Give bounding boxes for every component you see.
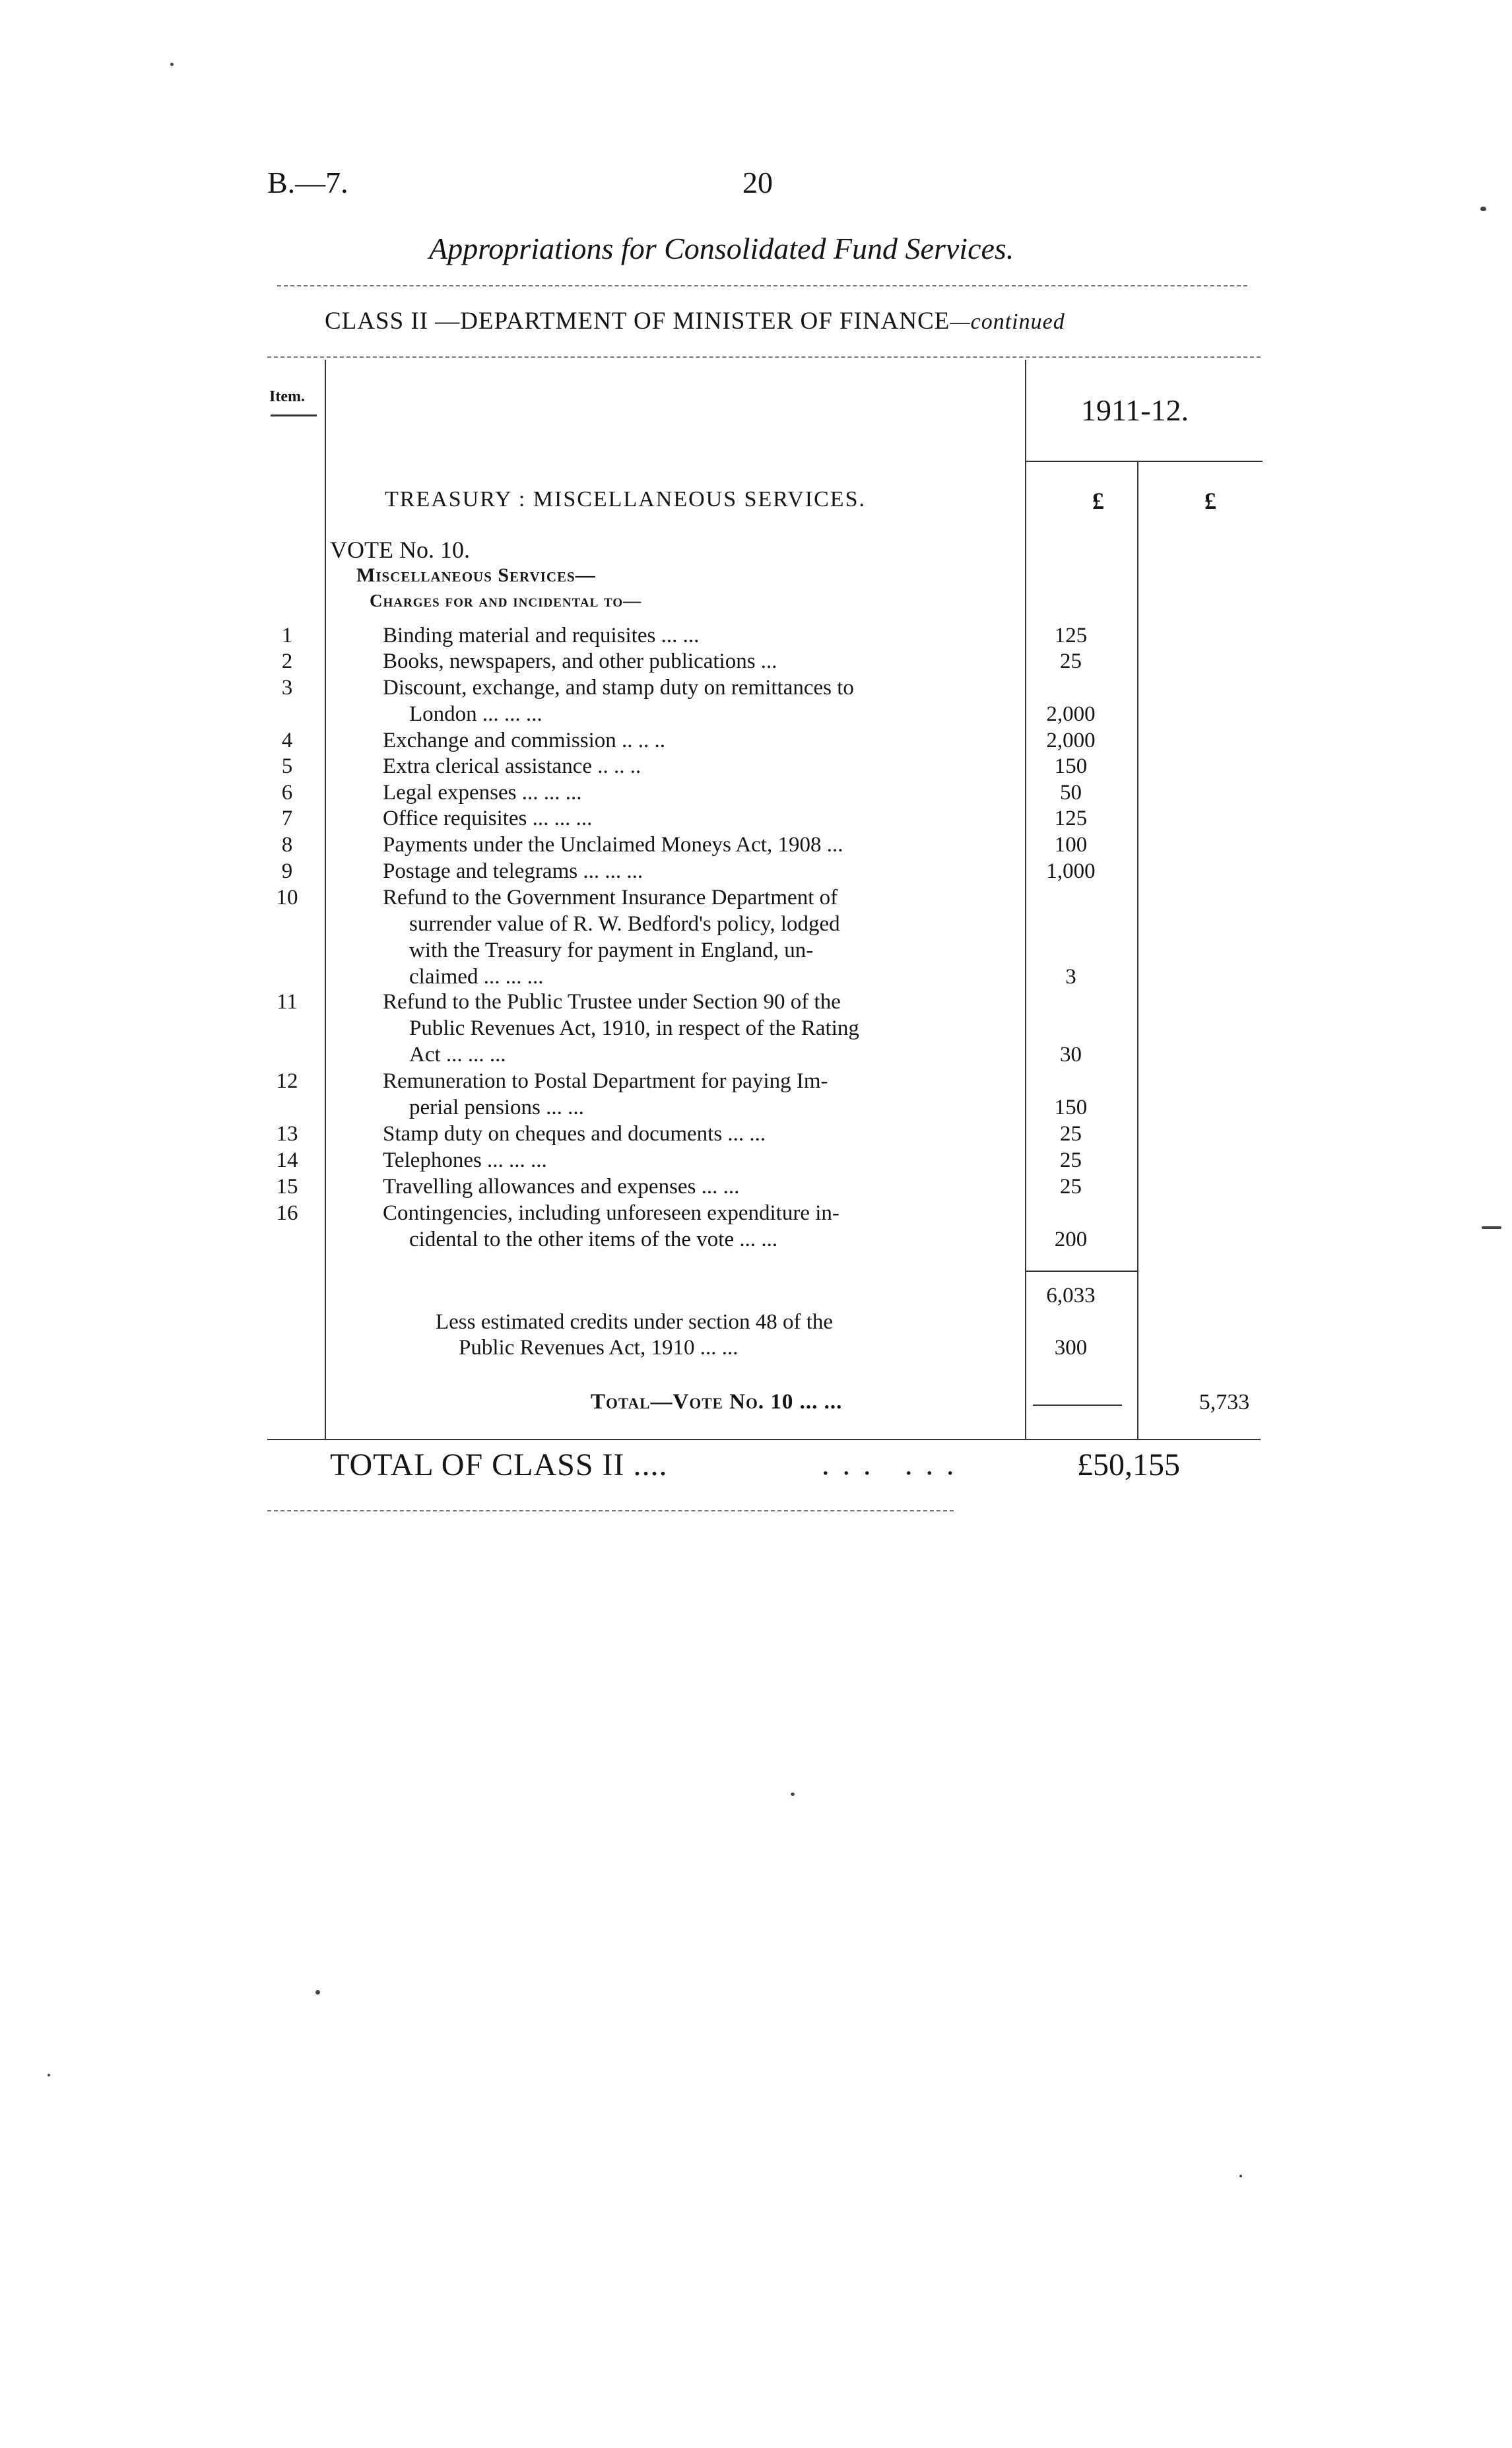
- item-amount: 100: [1054, 833, 1088, 857]
- class-title-main: CLASS II —DEPARTMENT OF MINISTER OF FINANCE: [325, 308, 950, 335]
- item-description-line: London ... ... ...: [409, 702, 542, 726]
- item-description-line: Payments under the Unclaimed Moneys Act, 1908 ...: [383, 833, 843, 857]
- item-description-line: Office requisites ... ... ...: [383, 807, 593, 830]
- item-number: 3: [281, 676, 293, 700]
- item-number: 14: [276, 1148, 298, 1172]
- item-amount: 30: [1060, 1043, 1082, 1067]
- less-credits-line-2: Public Revenues Act, 1910 ... ...: [459, 1336, 739, 1360]
- item-description-line: Public Revenues Act, 1910, in respect of the Rating: [409, 1016, 859, 1040]
- table-bottom-rule: [267, 1439, 1261, 1440]
- item-description-line: with the Treasury for payment in England, un-: [409, 939, 814, 962]
- item-amount: 25: [1060, 649, 1082, 673]
- item-description-line: Refund to the Government Insurance Department of: [383, 886, 838, 910]
- item-number: 10: [276, 886, 298, 910]
- page-number: 20: [742, 166, 773, 199]
- table-top-rule: [267, 356, 1261, 358]
- subhead-misc-services: Miscellaneous Services—: [356, 564, 596, 586]
- year-header-rule: [1025, 461, 1263, 462]
- item-amount: 125: [1054, 807, 1088, 830]
- item-amount: 200: [1054, 1228, 1088, 1251]
- item-description-line: Refund to the Public Trustee under Section 90 of the: [383, 990, 841, 1014]
- scan-speck: [315, 1990, 320, 1995]
- page-heading: Appropriations for Consolidated Fund Services.: [429, 232, 1014, 265]
- class-total-value: £50,155: [1077, 1447, 1180, 1482]
- heading-divider: [277, 285, 1247, 286]
- item-description-line: surrender value of R. W. Bedford's policy, lodged: [409, 912, 840, 936]
- currency-right: £: [1204, 488, 1216, 514]
- scan-speck: [1239, 2175, 1242, 2177]
- class-title-suffix: —continued: [950, 310, 1065, 334]
- item-header-underline: [271, 414, 317, 416]
- item-description-line: Telephones ... ... ...: [383, 1148, 547, 1172]
- vote-total-label: Total—Vote No. 10 ... ...: [591, 1390, 843, 1414]
- less-credits-line-1: Less estimated credits under section 48 of the: [436, 1310, 834, 1334]
- item-amount: 25: [1060, 1148, 1082, 1172]
- item-description-line: Extra clerical assistance .. .. ..: [383, 754, 641, 778]
- vote-total-rule: [1033, 1405, 1122, 1406]
- item-description-line: cidental to the other items of the vote ... ...: [409, 1228, 778, 1251]
- item-amount: 150: [1054, 1096, 1088, 1119]
- item-description-line: Binding material and requisites ... ...: [383, 624, 700, 647]
- item-amount: 25: [1060, 1175, 1082, 1199]
- item-description-line: Books, newspapers, and other publications ...: [383, 649, 777, 673]
- class-total-label: TOTAL OF CLASS II ....: [330, 1447, 668, 1482]
- class-total-dots: ... ...: [822, 1447, 968, 1481]
- item-description-line: Stamp duty on cheques and documents ... ...: [383, 1122, 766, 1146]
- item-description-line: Legal expenses ... ... ...: [383, 781, 582, 805]
- item-description-line: Discount, exchange, and stamp duty on remittances to: [383, 676, 854, 700]
- item-number: 16: [276, 1201, 298, 1225]
- year-column-header: 1911-12.: [1081, 393, 1189, 427]
- subtotal-amount: 6,033: [1046, 1284, 1096, 1307]
- item-description-line: Exchange and commission .. .. ..: [383, 729, 666, 752]
- subtotal-rule: [1025, 1271, 1137, 1272]
- item-number: 6: [281, 781, 293, 805]
- amount-column-left-rule: [1025, 360, 1026, 1439]
- item-description-line: claimed ... ... ...: [409, 965, 544, 989]
- scan-speck: [1482, 1226, 1501, 1229]
- subhead-charges: Charges for and incidental to—: [370, 591, 642, 611]
- item-amount: 2,000: [1046, 702, 1096, 726]
- scan-speck: [791, 1793, 795, 1796]
- scan-speck: [170, 63, 174, 66]
- item-amount: 25: [1060, 1122, 1082, 1146]
- scan-speck: [1480, 207, 1486, 211]
- item-number: 13: [276, 1122, 298, 1146]
- item-number: 4: [281, 729, 293, 752]
- item-description-line: perial pensions ... ...: [409, 1096, 584, 1119]
- footer-dotted-rule: [267, 1510, 954, 1511]
- item-number: 12: [276, 1069, 298, 1093]
- item-number: 7: [281, 807, 293, 830]
- scan-speck: [48, 2074, 50, 2076]
- item-number: 1: [281, 624, 293, 647]
- section-title: TREASURY : MISCELLANEOUS SERVICES.: [385, 487, 866, 512]
- item-column-header: Item.: [269, 388, 305, 405]
- amount-column-right-rule: [1137, 461, 1138, 1439]
- item-number: 8: [281, 833, 293, 857]
- item-description-line: Travelling allowances and expenses ... ...: [383, 1175, 740, 1199]
- item-amount: 2,000: [1046, 729, 1096, 752]
- item-number: 11: [277, 990, 298, 1014]
- item-amount: 150: [1054, 754, 1088, 778]
- less-credits-amount: 300: [1054, 1336, 1088, 1360]
- vote-heading: VOTE No. 10.: [330, 537, 470, 563]
- item-description-line: Act ... ... ...: [409, 1043, 506, 1067]
- vote-total-amount: 5,733: [1199, 1390, 1250, 1414]
- document-reference: B.—7.: [267, 166, 348, 199]
- item-column-rule: [325, 360, 326, 1439]
- item-description-line: Remuneration to Postal Department for paying Im-: [383, 1069, 828, 1093]
- item-number: 9: [281, 859, 293, 883]
- item-number: 15: [276, 1175, 298, 1199]
- item-number: 2: [281, 649, 293, 673]
- currency-left: £: [1092, 488, 1104, 514]
- item-description-line: Contingencies, including unforeseen expenditure in-: [383, 1201, 839, 1225]
- item-description-line: Postage and telegrams ... ... ...: [383, 859, 643, 883]
- class-title: [325, 307, 1065, 335]
- item-number: 5: [281, 754, 293, 778]
- item-amount: 125: [1054, 624, 1088, 647]
- item-amount: 50: [1060, 781, 1082, 805]
- item-amount: 3: [1065, 965, 1076, 989]
- item-amount: 1,000: [1046, 859, 1096, 883]
